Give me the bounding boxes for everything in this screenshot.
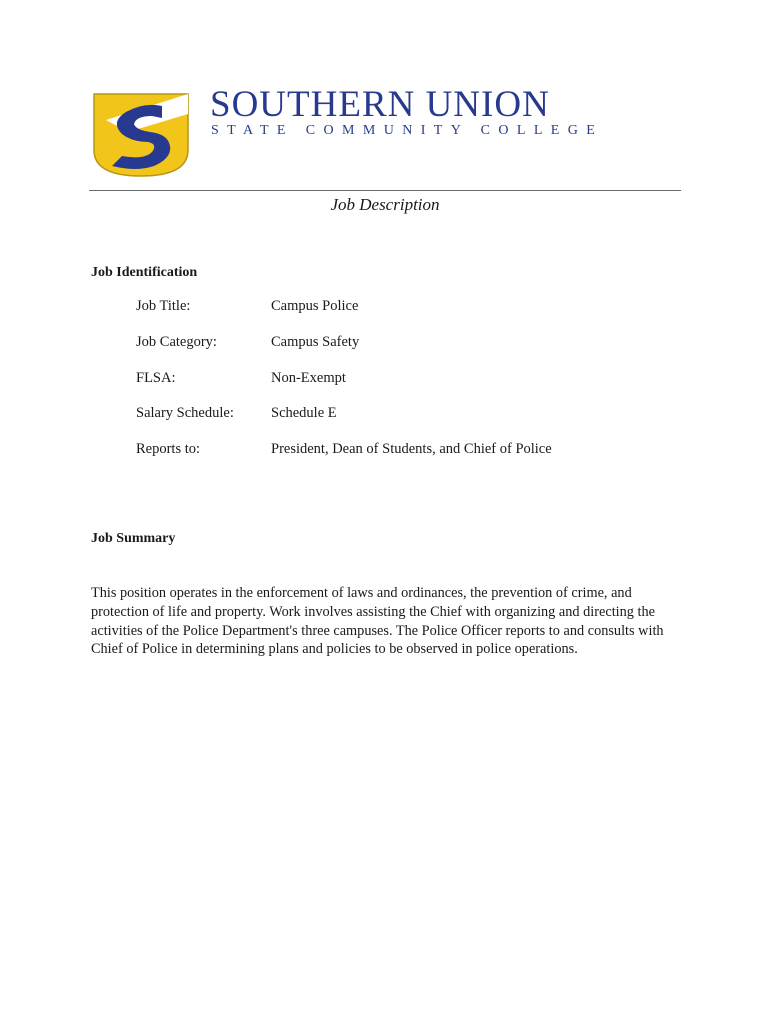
college-shield-logo-icon: [92, 92, 190, 178]
salary-schedule-value: Schedule E: [271, 405, 337, 421]
document-title: Job Description: [330, 195, 440, 214]
college-name: SOUTHERN UNION: [210, 84, 550, 125]
reports-to-value: President, Dean of Students, and Chief of Police: [271, 441, 552, 457]
job-identification-heading: Job Identification: [91, 265, 198, 280]
flsa-value: Non-Exempt: [271, 370, 346, 386]
job-summary-heading: Job Summary: [91, 531, 176, 546]
header-divider: [89, 190, 681, 191]
college-subtitle: STATE COMMUNITY COLLEGE: [211, 123, 604, 138]
salary-schedule-label: Salary Schedule:: [136, 405, 234, 421]
reports-to-label: Reports to:: [136, 441, 201, 457]
job-title-value: Campus Police: [271, 298, 359, 314]
job-category-label: Job Category:: [136, 334, 217, 350]
job-summary-text: This position operates in the enforcement of laws and ordinances, the prevention of crime, and protection of life and property. Work involves assisting the Chief with organizing and directing the activities of the Police Department's three campuses. The Police Officer reports to and consults with Chief of Police in determining plans and policies to be observed in police operations.: [91, 585, 664, 658]
flsa-label: FLSA:: [136, 370, 176, 386]
job-title-label: Job Title:: [136, 298, 191, 314]
job-category-value: Campus Safety: [271, 334, 360, 350]
